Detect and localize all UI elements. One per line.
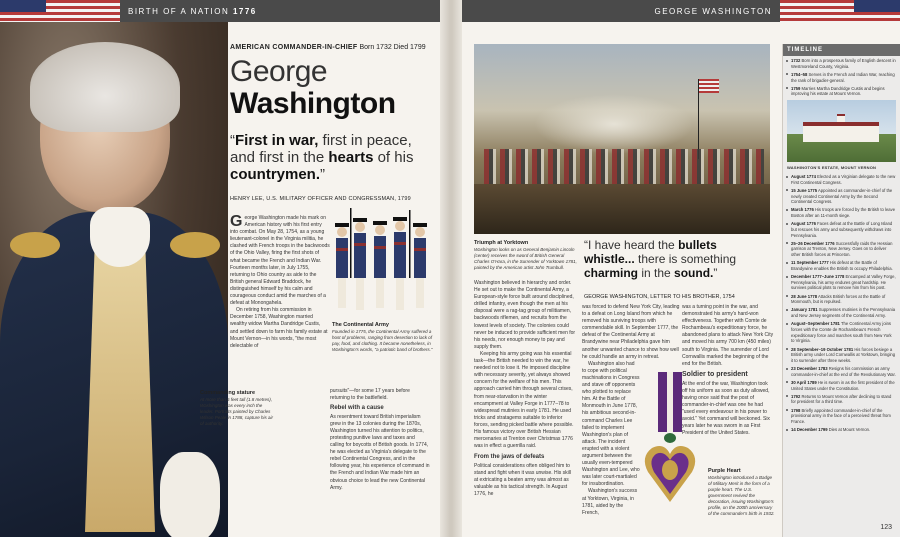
page-title-last: Washington bbox=[230, 87, 396, 120]
pull-quote-attribution: GEORGE WASHINGTON, LETTER TO HIS BROTHER, 1754 bbox=[584, 294, 735, 300]
washington-portrait bbox=[0, 22, 228, 537]
section-heading: Soldier to president bbox=[682, 370, 748, 378]
purple-heart-medal bbox=[640, 372, 700, 522]
body-column-3: Washington believed in hierarchy and order. He set out to make the Continental Army, a European-style force built around disciplined, drilled infantry, even though the men at his disposal were a rag-tag group of militiamen, backwoods riflemen, and recruits from the lowest levels of society. The colonies could never be induced to provide sufficient men for his needs, nor enough money to pay and supply them. Keeping his army going was his essential task—the British needed to win the war, he needed not to lose it. He imposed discipline with necessary severity, yet always showed concern for the welfare of his men. This approach carried him through several crises, from near-starvation in the winter encampment at Valley Forge in 1777–78 to widespread mutinies in early 1781. He used tricks and stratagems suitable to inferior forces, sending picked battle where possible. His famous victory over British Hessian mercenaries at Trenton over Christmas 1776 was in effect a guerrilla raid. From the jaws of defeats Political considerations often obliged him to stand and fight when it was unwise. His skill at extricating a beaten army was almost as valuable as his tactical strength. In August 1776, he bbox=[474, 280, 576, 498]
timeline-item: 1759 Marries Martha Dandridge Custis and begins improving his estate at Mount Vernon. bbox=[791, 86, 896, 97]
right-header-bar bbox=[462, 0, 900, 22]
body-column-2: pursuits"—for some 17 years before returning to the battlefield. Rebel with a cause As resentment toward British imperialism grew in the 13 colonies during the 1870s, Washington turned his attention to politics, protesting punitive laws and taxes and calling for boycotts of British goods. In 1774, he was elected as Virginia's delegate to the rebel Continental Congress, and in the following year, his experience of command in the French and Indian War made him an obvious choice to lead the new Continental Army. bbox=[330, 388, 430, 491]
timeline-item: 1754–58 Serves in the French and Indian War, reaching the rank of brigadier-general. bbox=[791, 71, 895, 83]
timeline-item: 28 September–19 October 1781 His forces besiege a British army under Lord Cornwallis at Yorktown, bringing it to surrender after three weeks. bbox=[791, 346, 896, 363]
continental-army-illustration bbox=[330, 208, 438, 318]
caption-text: At more than 6 feet tall (1.8 metres), Washington was every inch the leader. Portraits painted by Charles Wilson Peale in 1788, capture his air of authority. bbox=[200, 396, 273, 426]
timeline-item: 25–26 December 1776 Successfully raids the Hessian garrison at Trenton, New Jersey. Goes on to deliver other British forces at Princeton. bbox=[791, 241, 896, 258]
timeline-item: August–September 1781 The Continental Army joins forces with the Comte de Rochambeau's French expeditionary force and marches south from New York to Virginia. bbox=[791, 321, 896, 344]
main-quote: “First in war, first in peace, and first in the hearts of his countrymen.” bbox=[230, 132, 414, 183]
body-column-1: George Washington made his mark on American history with his first entry into combat. On May 28, 1754, as a young lieutenant-colonel in the Virginia militia, he clashed with French troops in the backwoods of the Ohio Valley, firing the first shots of what became the French and Indian War. Fourteen months later, in July 1755, returning to Ohio country as aide to the British general Edward Braddock, he distinguished himself by his calm and courageous conduct amid the marches of a defeat at Monongahela. On retiring from his commission in December 1758, Washington married wealthy widow Martha Dandridge Custis, and settled down to farm his family estate at Mount Vernon—in his words, "the most delectable of bbox=[230, 213, 330, 349]
portrait-caption bbox=[200, 390, 275, 427]
pull-quote: “I have heard the bullets whistle... there is something charming in the sound.” bbox=[584, 238, 737, 280]
timeline-sidebar bbox=[782, 44, 900, 537]
estate-caption: WASHINGTON'S ESTATE, MOUNT VERNON bbox=[787, 165, 877, 171]
caption-text: Washington introduced a Badge of Military Merit in the form of a purple heart. The U.S. government revived the decoration, issuing Washington's profile, on the 200th anniversary of the commander's birth in 1932. bbox=[708, 474, 775, 516]
timeline-item: 28 June 1778 Attacks British forces at the Battle of Monmouth, but is repulsed. bbox=[791, 294, 896, 305]
timeline-item: 15 June 1775 Appointed as commander-in-chief of the newly created Continental Army by the Second Continental Congress. bbox=[791, 188, 896, 205]
right-running-head: GEORGE WASHINGTON bbox=[654, 6, 772, 16]
surrender-at-yorktown-painting bbox=[474, 44, 770, 234]
timeline-list-top bbox=[783, 56, 900, 97]
left-header-bar bbox=[0, 0, 440, 22]
timeline-item: 1732 Born into a prosperous family of English descent in Westmoreland County, Virginia. bbox=[791, 58, 896, 69]
timeline-item: August 1776 Faces defeat at the Battle of Long Island but rescues his army and subsequently withdraws into Pennsylvania. bbox=[791, 221, 896, 238]
caption-title: Commanding stature bbox=[200, 390, 256, 396]
timeline-item: 1798 Briefly appointed commander-in-chief of the provisional army in the face of a perceived threat from France. bbox=[791, 408, 896, 425]
caption-title: Triumph at Yorktown bbox=[474, 240, 529, 246]
timeline-item: March 1776 His troops are forced by the British to leave Boston after an 11-month siege. bbox=[791, 207, 896, 219]
section-heading: From the jaws of defeats bbox=[474, 454, 545, 461]
timeline-item: 1792 Returns to Mount Vernon after declining to stand for president for a third time. bbox=[791, 394, 896, 405]
main-quote-attribution: HENRY LEE, U.S. MILITARY OFFICER AND CONGRESSMAN, 1799 bbox=[230, 196, 411, 202]
timeline-item: 23 December 1783 Resigns his commission as army commander-in-chief at the end of the Revolutionary War. bbox=[791, 366, 896, 377]
body-column-5: was a turning point in the war, and demonstrated his army's hard-won effectiveness. Together with Comte de Rochambeau's expeditionary force, he abandoned plans to attack New York City and moved his army 700 km (450 miles) south to Virginia. The surrender of Lord Cornwallis marked the beginning of the end for the British. Soldier to president At the end of the war, Washington took off his uniform as soon as duty allowed, having once said that the post of commander-in-chief was one he had "used every endeavour in his power to avoid." Yet command will beckoned. Six years later he was sworn in as First President of the United States. bbox=[682, 304, 774, 437]
timeline-item: 14 December 1799 Dies at Mount Vernon. bbox=[791, 427, 896, 433]
kicker: AMERICAN COMMANDER-IN-CHIEF Born 1732 Died 1799 bbox=[230, 44, 426, 51]
drop-cap: G bbox=[230, 213, 243, 230]
timeline-header: TIMELINE bbox=[783, 44, 900, 56]
timeline-item: January 1781 Suppresses mutinies in the Pennsylvania and New Jersey segments of the Continental Army. bbox=[791, 307, 896, 319]
caption-title: Purple Heart bbox=[708, 468, 741, 474]
caption-title: The Continental Army bbox=[332, 322, 389, 328]
page-gutter bbox=[440, 0, 462, 537]
body-column-4: was forced to defend New York City, leading to a defeat on Long Island from which he removed his surviving troops with commendable skill. In September 1777, the defeat of the Continental Army at Brandywine near Philadelphia gave him another unwanted chance to show how well he could handle an army in retreat. Washington also had to cope with political machinations in Congress and stave off opponents who plotted to replace him. At the Battle of Monmouth in June 1778, his ambitious second-in-command Charles Lee failed to implement Washington's plan of attack. The incident erupted with a violent argument between the usually even-tempered Washington and Lee, who was later court-martialed for insubordination. Washington's success at Yorktown, Virginia, in 1781, aided by the French, bbox=[582, 304, 680, 516]
mount-vernon-estate-image bbox=[787, 100, 896, 162]
section-heading: Rebel with a cause bbox=[330, 405, 384, 412]
army-caption bbox=[332, 322, 436, 353]
timeline-item: August 1774 Elected as a Virginian delegate to the new First Continental Congress. bbox=[791, 174, 896, 185]
flag-icon bbox=[0, 0, 120, 22]
timeline-item: 30 April 1789 He is sworn in as the first president of the United States under the Constitution. bbox=[791, 379, 895, 391]
timeline-item: 11 September 1777 His defeat at the Battle of Brandywine enables the British to occupy Philadelphia. bbox=[791, 260, 896, 271]
flag-icon bbox=[780, 0, 900, 22]
caption-text: Founded in 1775, the Continental Army suffered a host of problems, ranging from desertion to lack of pay, food, and clothing. It became nonetheless, in Washington's words, "a patriotic band of brothers." bbox=[332, 328, 433, 352]
left-running-head: BIRTH OF A NATION 1776 bbox=[128, 6, 257, 16]
caption-text: Washington looks on as General Benjamin Lincoln (center) receives the sword of British General Charles O'Hara, in the Surrender of Yorktown 1781, painted by the American artist John Trumbull. bbox=[474, 246, 577, 270]
purple-heart-caption bbox=[708, 468, 776, 517]
page-title-first: George bbox=[230, 55, 328, 88]
page-number: 123 bbox=[880, 524, 892, 531]
yorktown-caption bbox=[474, 240, 580, 271]
timeline-list-bottom bbox=[783, 172, 900, 433]
timeline-item: December 1777–June 1778 Encamped at Valley Forge, Pennsylvania, his army endures great hardship. He survives political plots to remove him from his post. bbox=[791, 274, 896, 291]
